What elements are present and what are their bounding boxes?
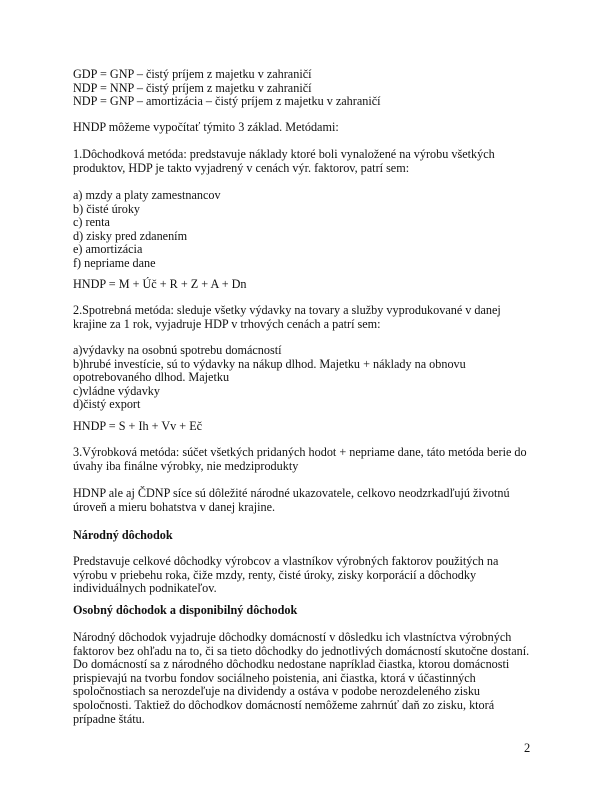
- intro-paragraph: HNDP môžeme vypočítať týmito 3 základ. Metódami:: [73, 120, 339, 134]
- text-line: prispievajú na tvorbu fondov sociálneho poistenia, ani čiastka, ktorá v účastinných: [73, 670, 476, 685]
- list-item: b) čisté úroky: [73, 201, 141, 216]
- text-line: faktorov bez ohľadu na to, či sa tieto dôchodky do jednotlivých domácností skutočne dostaní.: [73, 643, 530, 658]
- text-line: Národný dôchodok vyjadruje dôchodky domácností v dôsledku ich vlastníctva výrobných: [73, 630, 512, 644]
- section-heading: Osobný dôchodok a disponibilný dôchodok: [73, 603, 298, 617]
- page-number: 2: [524, 741, 531, 755]
- text-line: prípadne štátu.: [73, 711, 145, 726]
- formula-line: GDP = GNP – čistý príjem z majetku v zahraničí: [73, 67, 312, 81]
- text-line: Do domácností sa z národného dôchodku nedostane napríklad čiastka, ktorou domácnosti: [73, 657, 510, 672]
- method2-paragraph: [73, 304, 533, 331]
- list-item: d) zisky pred zdanením: [73, 228, 188, 243]
- text-line: 3.Výrobková metóda: súčet všetkých pridaných hodot + nepriame dane, táto metóda berie do: [73, 445, 527, 459]
- list-item: c)vládne výdavky: [73, 383, 160, 398]
- method2-list: [73, 344, 533, 412]
- list-item: c) renta: [73, 215, 110, 230]
- section-heading: Národný dôchodok: [73, 528, 173, 542]
- text-line: produktov, HDP je takto vyjadrený v cenách výr. faktorov, patrí sem:: [73, 160, 410, 175]
- list-item: d)čistý export: [73, 397, 141, 412]
- formula-line: NDP = NNP – čistý príjem z majetku v zahraničí: [73, 80, 312, 95]
- section1-paragraph: [73, 555, 533, 596]
- text-line: úroveň a mieru bohatstva v danej krajine.: [73, 499, 276, 514]
- text-line: HDNP ale aj ČDNP síce sú dôležité národné ukazovatele, celkovo neodzrkadľujú životnú: [73, 486, 510, 500]
- list-item: a) mzdy a platy zamestnancov: [73, 188, 221, 202]
- text-line: spoločnostiach sa nerozdeľuje na dividendy a ostáva v podobe nerozdeleného zisku: [73, 684, 481, 699]
- text-line: 2.Spotrebná metóda: sleduje všetky výdavky na tovary a služby vyprodukované v danej: [73, 303, 501, 317]
- text-line: krajine za 1 rok, vyjadruje HDP v trhových cenách a patrí sem:: [73, 316, 381, 331]
- text-line: úvahy iba finálne výrobky, nie medziprodukty: [73, 458, 299, 473]
- text-line: Predstavuje celkové dôchodky výrobcov a vlastníkov výrobných faktorov použitých na: [73, 554, 499, 568]
- method1-list: [73, 189, 533, 271]
- formula-block: [73, 68, 533, 109]
- list-item: f) nepriame dane: [73, 255, 156, 270]
- list-item: b)hrubé investície, sú to výdavky na nákup dlhod. Majetku + náklady na obnovu: [73, 356, 466, 371]
- list-item: e) amortizácia: [73, 242, 143, 257]
- list-item: opotrebovaného dlhod. Majetku: [73, 370, 230, 385]
- method3-paragraph: [73, 446, 533, 473]
- text-line: individuálnych podnikateľov.: [73, 581, 217, 596]
- method1-formula: HNDP = M + Úč + R + Z + A + Dn: [73, 277, 247, 291]
- note-paragraph: [73, 487, 533, 514]
- method2-formula: HNDP = S + Ih + Vv + Eč: [73, 419, 203, 433]
- text-line: výrobu v priebehu roka, čiže mzdy, renty, čisté úroky, zisky korporácií a dôchodky: [73, 567, 477, 582]
- section2-paragraph: [73, 631, 533, 726]
- method1-paragraph: [73, 148, 533, 175]
- text-line: 1.Dôchodková metóda: predstavuje náklady ktoré boli vynaložené na výrobu všetkých: [73, 147, 495, 161]
- list-item: a)výdavky na osobnú spotrebu domácností: [73, 343, 282, 357]
- formula-line: NDP = GNP – amortizácia – čistý príjem z majetku v zahraničí: [73, 94, 381, 109]
- text-line: spoločnosti. Taktiež do dôchodkov domácností nemôžeme zahrnúť daň zo zisku, ktorá: [73, 697, 495, 712]
